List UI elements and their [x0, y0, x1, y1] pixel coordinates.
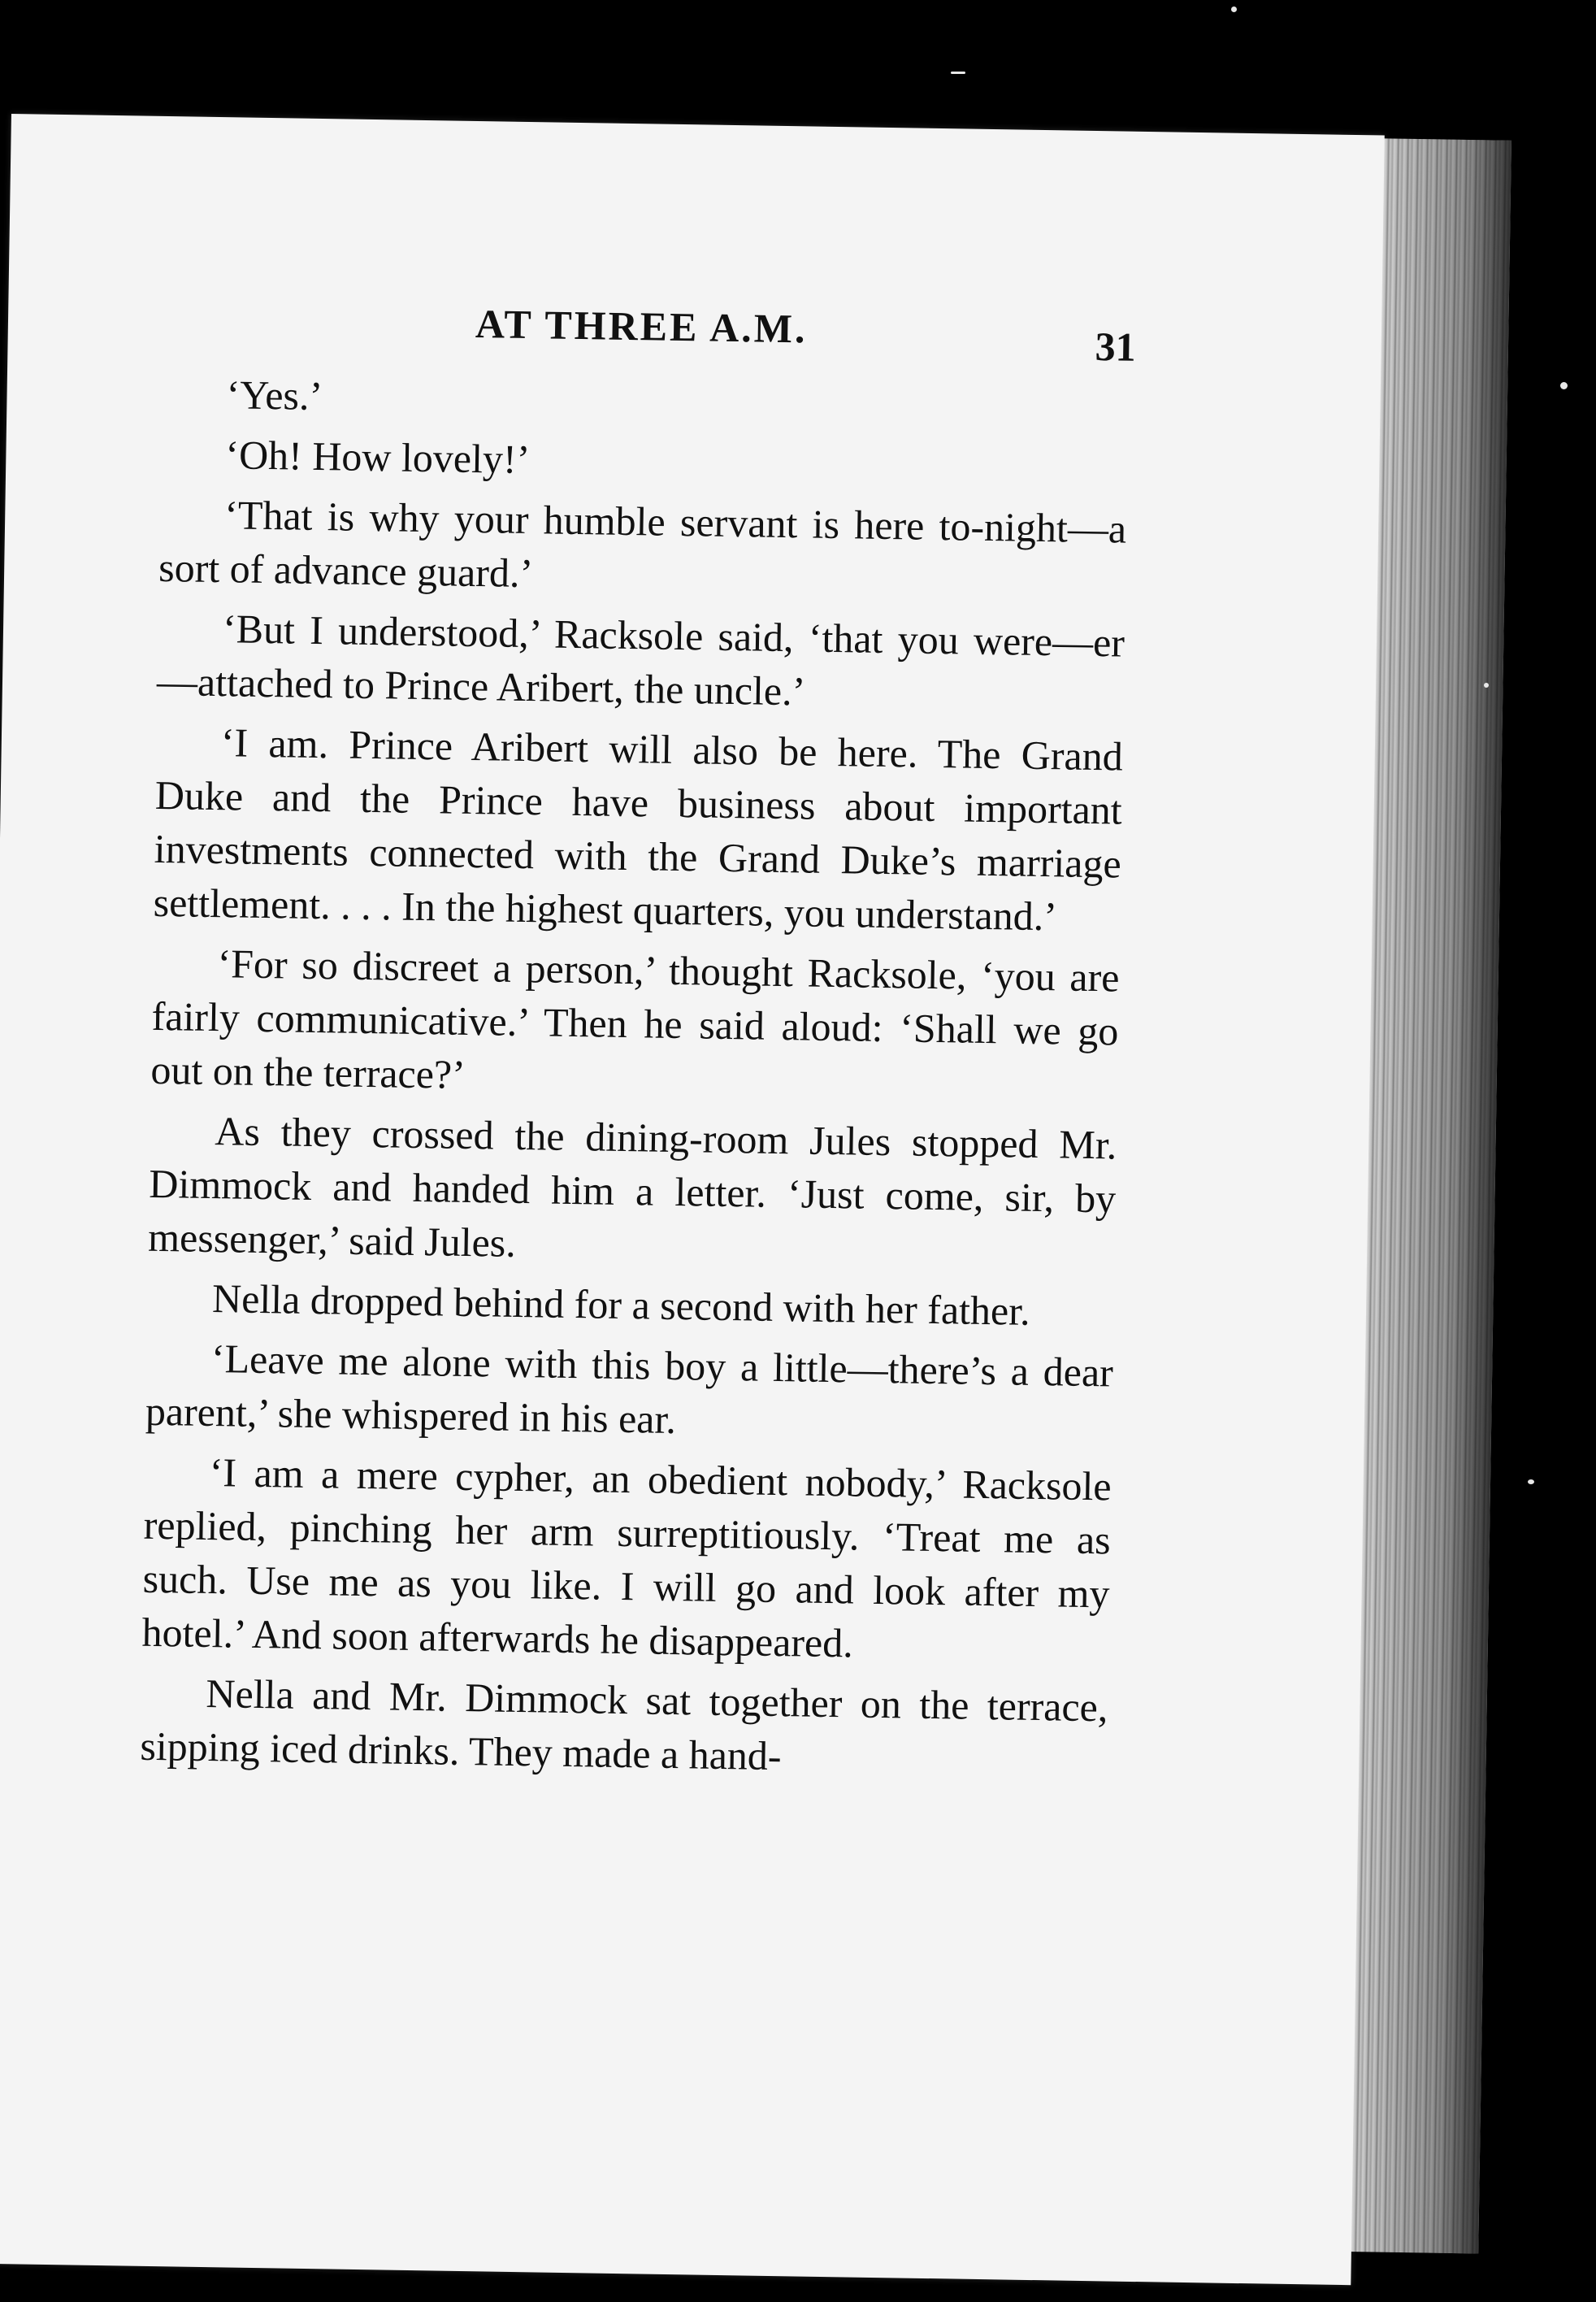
- dust-speck: [1484, 683, 1489, 688]
- paragraph: ‘That is why your humble servant is here to-night—a sort of advance guard.’: [158, 492, 1127, 597]
- paragraph: ‘For so discreet a person,’ thought Racksole, ‘you are fairly communicative.’ Then he said aloud: ‘Shall we go out on the terrace?’: [150, 940, 1120, 1097]
- page-number: 31: [1095, 323, 1137, 370]
- book-page: [0, 114, 1385, 2285]
- paragraph: ‘Leave me alone with this boy a little—there’s a dear parent,’ she whispered in his ear.: [145, 1336, 1114, 1443]
- paragraph: ‘Oh! How lovely!’: [225, 432, 531, 483]
- dust-speck: [1528, 1479, 1534, 1484]
- dust-speck: [1560, 382, 1568, 389]
- paragraph: ‘Yes.’: [226, 371, 323, 419]
- paragraph: As they crossed the dining-room Jules stopped Mr. Dimmock and handed him a letter. ‘Just come, sir, by messenger,’ said Jules.: [147, 1108, 1117, 1266]
- dust-speck: [951, 72, 965, 74]
- page-header: [154, 295, 1137, 370]
- paragraph: ‘I am. Prince Aribert will also be here. The Grand Duke and the Prince have business about important investments connected with the Grand Duke’s marriage settlement. . . . In the highest quarters, you understand.’: [153, 719, 1124, 940]
- paragraph: ‘But I understood,’ Racksole said, ‘that you were—er—attached to Prince Aribert, the uncle.’: [156, 606, 1125, 714]
- running-head: AT THREE A.M.: [475, 301, 808, 352]
- page-body: [140, 367, 1129, 1787]
- paragraph: ‘I am a mere cypher, an obedient nobody,’ Racksole replied, pinching her arm surreptitiously. ‘Treat me as such. Use me as you like. I will go and look after my hotel.’ And soon afterwards he disappeared.: [141, 1449, 1112, 1666]
- paragraph: Nella and Mr. Dimmock sat together on the terrace, sipping iced drinks. They made a hand-: [140, 1670, 1108, 1779]
- dust-speck: [1231, 7, 1237, 12]
- paragraph: Nella dropped behind for a second with her father.: [211, 1275, 1031, 1334]
